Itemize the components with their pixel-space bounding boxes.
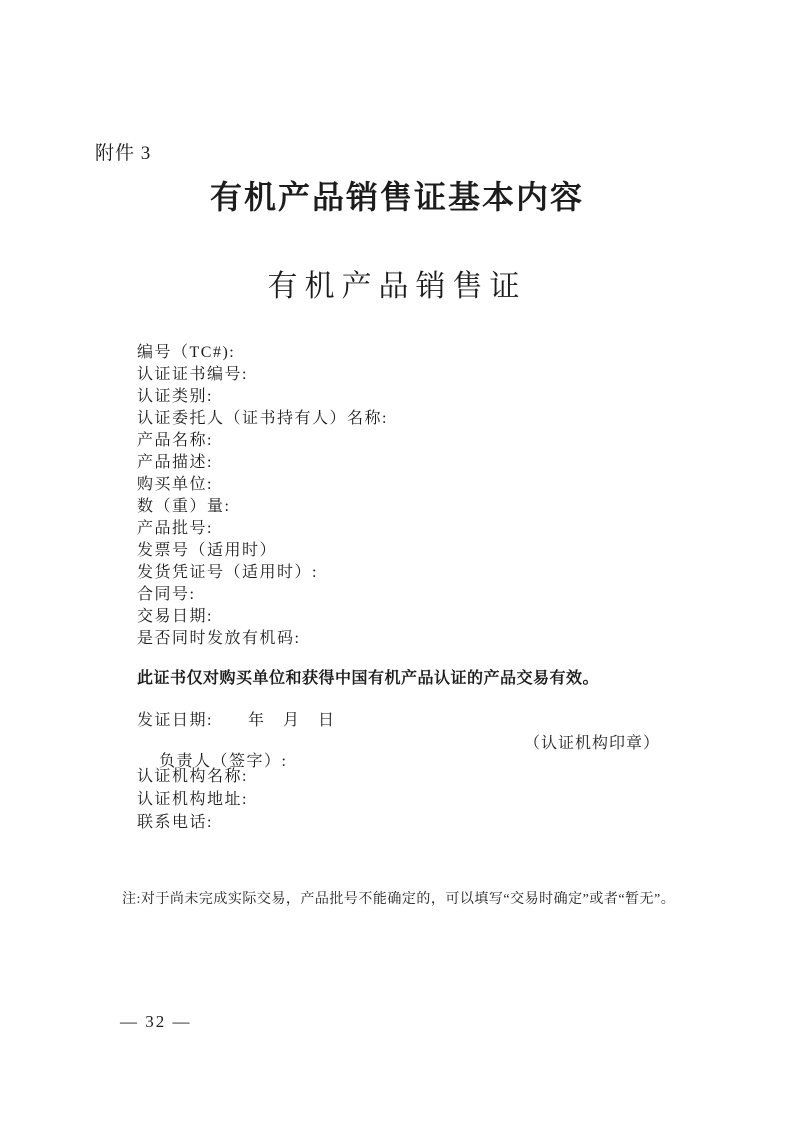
certificate-field-list: [137, 342, 388, 650]
field-product-name: 产品名称:: [137, 432, 213, 449]
field-batch-number: 产品批号:: [137, 520, 213, 537]
field-number-tc: 编号（TC#):: [137, 344, 236, 361]
footnote: 注:对于尚未完成实际交易，产品批号不能确定的，可以填写“交易时确定”或者“暂无”。: [122, 892, 676, 907]
field-cert-category: 认证类别:: [137, 388, 213, 405]
field-invoice-number: 发票号（适用时）: [137, 542, 278, 559]
field-contract-number: 合同号:: [137, 586, 196, 603]
field-quantity: 数（重）量:: [137, 498, 231, 515]
field-transaction-date: 交易日期:: [137, 608, 213, 625]
certification-body-block: [137, 765, 248, 834]
attachment-label: 附件 3: [95, 143, 152, 164]
field-client-name: 认证委托人（证书持有人）名称:: [137, 410, 388, 427]
validity-statement: 此证书仅对购买单位和获得中国有机产品认证的产品交易有效。: [137, 670, 600, 687]
issue-date-line: 发证日期: 年 月 日: [137, 712, 336, 729]
certification-body-address-label: 认证机构地址:: [137, 791, 248, 808]
document-title: 有机产品销售证基本内容: [209, 179, 584, 215]
field-buyer-unit: 购买单位:: [137, 476, 213, 493]
field-shipping-voucher-number: 发货凭证号（适用时）:: [137, 564, 318, 581]
certification-body-seal-hint: （认证机构印章）: [524, 735, 661, 752]
contact-phone-label: 联系电话:: [137, 814, 213, 831]
field-cert-number: 认证证书编号:: [137, 366, 248, 383]
page-number: — 32 —: [120, 1012, 192, 1031]
certification-body-name-label: 认证机构名称:: [137, 768, 248, 785]
field-product-description: 产品描述:: [137, 454, 213, 471]
certificate-title: 有机产品销售证: [267, 270, 527, 303]
signer-label: 负责人（签字）:: [159, 753, 288, 770]
field-organic-code-issued: 是否同时发放有机码:: [137, 630, 301, 647]
